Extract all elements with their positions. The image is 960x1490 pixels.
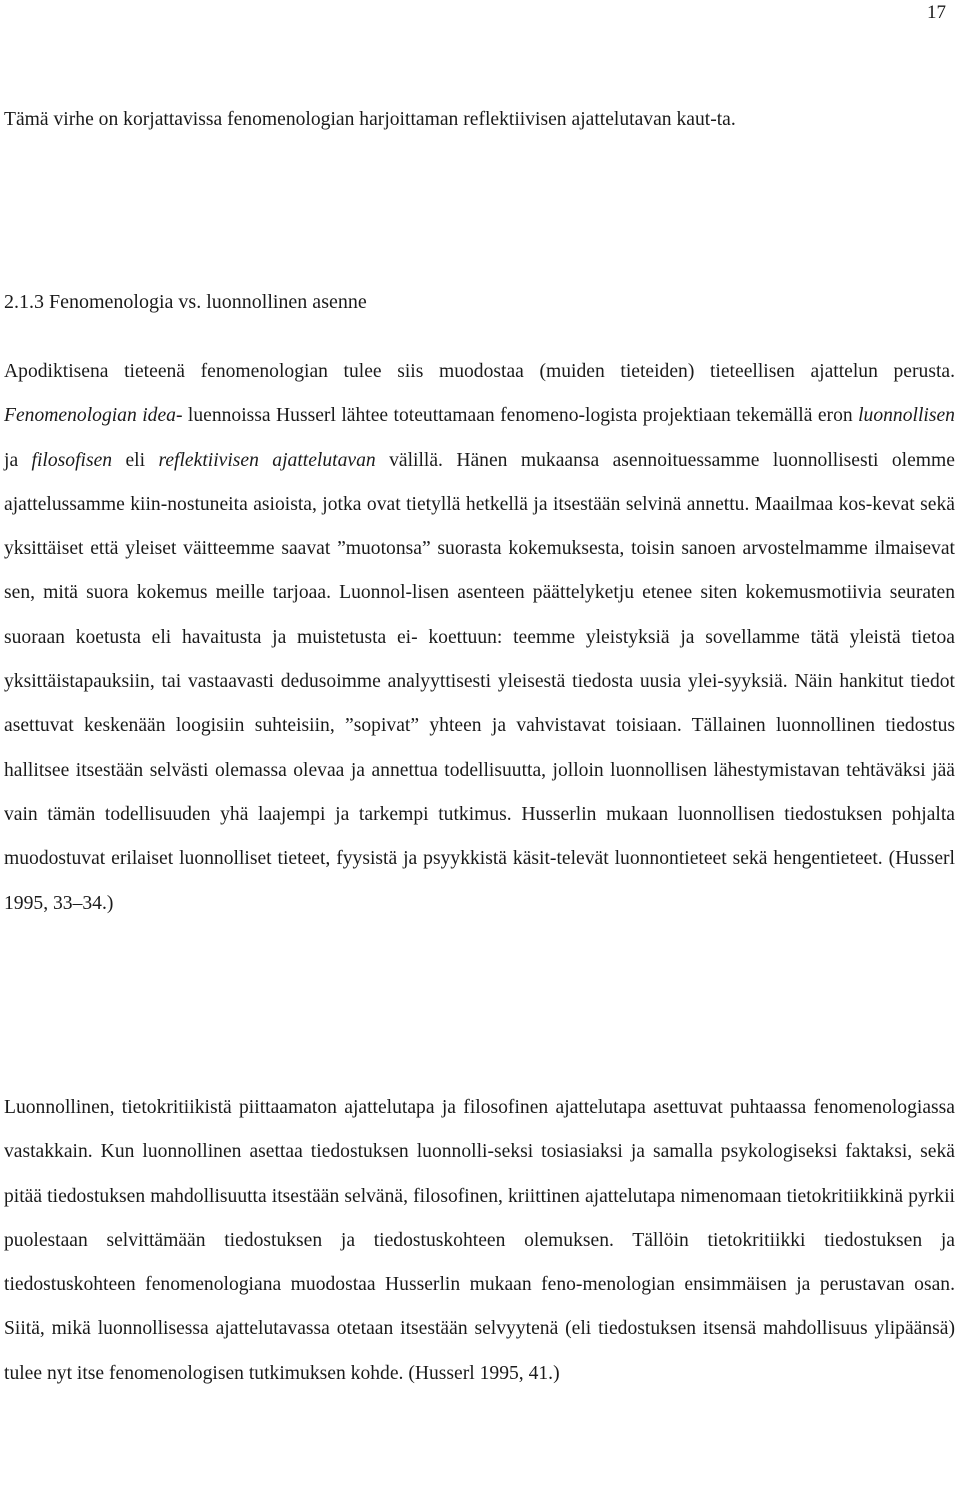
page-number: 17	[927, 2, 946, 23]
intro-text: Tämä virhe on korjattavissa fenomenologian harjoittaman reflektiivisen ajattelutavan kaut-ta.	[4, 109, 736, 130]
paragraph-2-text: Luonnollinen, tietokritiikistä piittaamaton ajattelutapa ja filosofinen ajattelutapa asettuvat puhtaassa fenomenologiassa vastakkain. Kun luonnollinen asettaa tiedostuksen luonnolli-seksi tosiasiaksi ja samalla psykologiseksi faktaksi, sekä pitää tiedostuksen mahdollisuutta itsestään selvänä, filosofinen, kriittinen ajattelutapa nimenomaan tietokritiikkinä pyrkii puolestaan selvittämään tiedostuksen ja tiedostuskohteen olemuksen. Tällöin tietokritiikki tiedostuksen ja tiedostuskohteen fenomenologiana muodostaa Husserlin mukaan feno-menologian ensimmäisen ja perustavan osan. Siitä, mikä luonnollisessa ajattelutavassa otetaan itsestään selvyytenä (eli tiedostuksen itsensä mahdollisuus ylipäänsä) tulee nyt itse fenomenologisen tutkimuksen kohde. (Husserl 1995, 41.)	[4, 1097, 955, 1384]
p1-italic-reflective: reflektiivisen ajattelutavan	[158, 449, 376, 471]
p1-italic-title: Fenomenologian idea	[4, 405, 176, 427]
intro-paragraph	[4, 98, 904, 142]
p1-italic-natural: luonnollisen	[858, 405, 955, 427]
p1-sentence-5: välillä. Hänen mukaansa asennoituessamme luonnollisesti olemme ajattelussamme kiin-nostuneita asioista, jotka ovat tietyllä hetkellä ja itsestään selvinä annettu. Maailmaa kos-kevat sekä yksittäiset että yleiset väitteemme saavat ”muotonsa” suorasta kokemuksesta, toisin sanoen arvostelmamme ilmaisevat sen, mitä suora kokemus meille tarjoaa. Luonnol-lisen asenteen päättelyketju etenee siten kokemusmotiivia seuraten suoraan koetusta eli havaitusta ja muistetusta ei- koettuun: teemme yleistyksiä ja sovellamme tätä yleistä tietoa yksittäistapauksiin, tai vastaavasti dedusoimme analyyttisesti yleisestä tiedosta uusia ylei-syyksiä. Näin hankitut tiedot asettuvat keskenään loogisiin suhteisiin, ”sopivat” yhteen ja vahvistavat toisiaan. Tällainen luonnollinen tiedostus hallitsee itsestään selvästi olemassa olevaa ja annettua todellisuutta, jolloin luonnollisen lähestymistavan tehtäväksi jää vain tämän todellisuuden yhä laajempi ja tarkempi tutkimus. Husserlin mukaan luonnollisen tiedostuksen pohjalta muodostuvat erilaiset luonnolliset tieteet, fyysistä ja psyykkistä käsit-televät luonnontieteet sekä hengentieteet. (Husserl 1995, 33–34.)	[4, 449, 955, 914]
p1-sentence-2: - luennoissa Husserl lähtee toteuttamaan fenomeno-logista projektiaan tekemällä eron	[175, 405, 859, 427]
body-paragraph-1	[4, 350, 955, 926]
body-paragraph-2	[4, 1086, 955, 1396]
p1-italic-philosophical: filosofisen	[31, 449, 113, 471]
p1-sentence-1: Apodiktisena tieteenä fenomenologian tulee siis muodostaa (muiden tieteiden) tieteellisen ajattelun perusta.	[4, 361, 955, 382]
p1-sentence-4: eli	[112, 449, 159, 471]
p1-sentence-3: ja	[4, 449, 32, 471]
paragraph-1-text	[4, 350, 955, 926]
section-heading: 2.1.3 Fenomenologia vs. luonnollinen asenne	[4, 291, 367, 313]
